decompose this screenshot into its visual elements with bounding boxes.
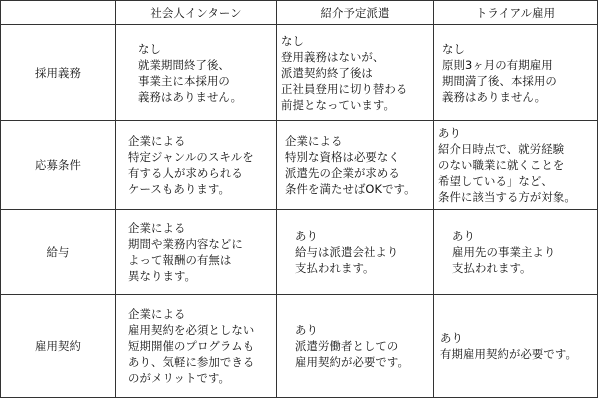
table-row-salary — [1, 210, 598, 295]
cell-text: あり 給与は派遣会社より 支払われます。 — [295, 229, 399, 275]
column-header-social-internship: 社会人インターン — [116, 1, 277, 25]
table-cell — [116, 210, 277, 295]
column-header-trial-employment: トライアル雇用 — [434, 1, 598, 25]
table-row-employment-contract — [1, 295, 598, 398]
table-header-row — [1, 1, 598, 25]
table-cell — [277, 25, 434, 121]
table-cell — [116, 295, 277, 398]
table-corner-cell — [1, 1, 116, 25]
row-header-salary: 給与 — [1, 210, 116, 295]
cell-text: なし 原則3ヶ月の有期雇用 期間満了後、本採用の 義務はありません。 — [442, 41, 557, 104]
table-cell — [434, 210, 598, 295]
cell-text: あり 雇用先の事業主より 支払われます。 — [452, 229, 556, 275]
table-cell — [434, 25, 598, 121]
column-header-temp-to-perm: 紹介予定派遣 — [277, 1, 434, 25]
cell-text: 企業による 期間や業務内容などに よって報酬の有無は 異なります。 — [128, 221, 243, 283]
table-cell — [434, 121, 598, 210]
cell-text: 企業による 雇用契約を必須としない 短期開催のプログラムも あり、気軽に参加できる のがメリットです。 — [128, 307, 255, 385]
table-row-hiring-obligation — [1, 25, 598, 121]
cell-text: あり 紹介日時点で、就労経験 のない職業に就くことを 希望している」など、 条件に該当する方が対象。 — [438, 126, 576, 204]
cell-text: 企業による 特別な資格は必要なく 派遣先の企業が求める 条件を満たせばOKです。 — [285, 134, 416, 196]
cell-text: あり 有期雇用契約が必要です。 — [440, 331, 577, 361]
cell-text: なし 就業期間終了後、 事業主に本採用の 義務はありません。 — [138, 41, 243, 104]
table-row-application-requirements — [1, 121, 598, 210]
cell-text: あり 派遣労働者としての 雇用契約が必要です。 — [295, 323, 409, 369]
table-cell — [277, 295, 434, 398]
table-cell — [116, 25, 277, 121]
cell-text: なし 登用義務はないが、 派遣契約終了後は 正社員登用に切り替わる 前提となっています。 — [281, 33, 408, 112]
table-cell — [277, 121, 434, 210]
table-cell — [116, 121, 277, 210]
row-header-application-requirements: 応募条件 — [1, 121, 116, 210]
cell-text: 企業による 特定ジャンルのスキルを 有する人が求められる ケースもあります。 — [128, 134, 254, 196]
table-cell — [434, 295, 598, 398]
table-cell — [277, 210, 434, 295]
row-header-hiring-obligation: 採用義務 — [1, 25, 116, 121]
row-header-employment-contract: 雇用契約 — [1, 295, 116, 398]
